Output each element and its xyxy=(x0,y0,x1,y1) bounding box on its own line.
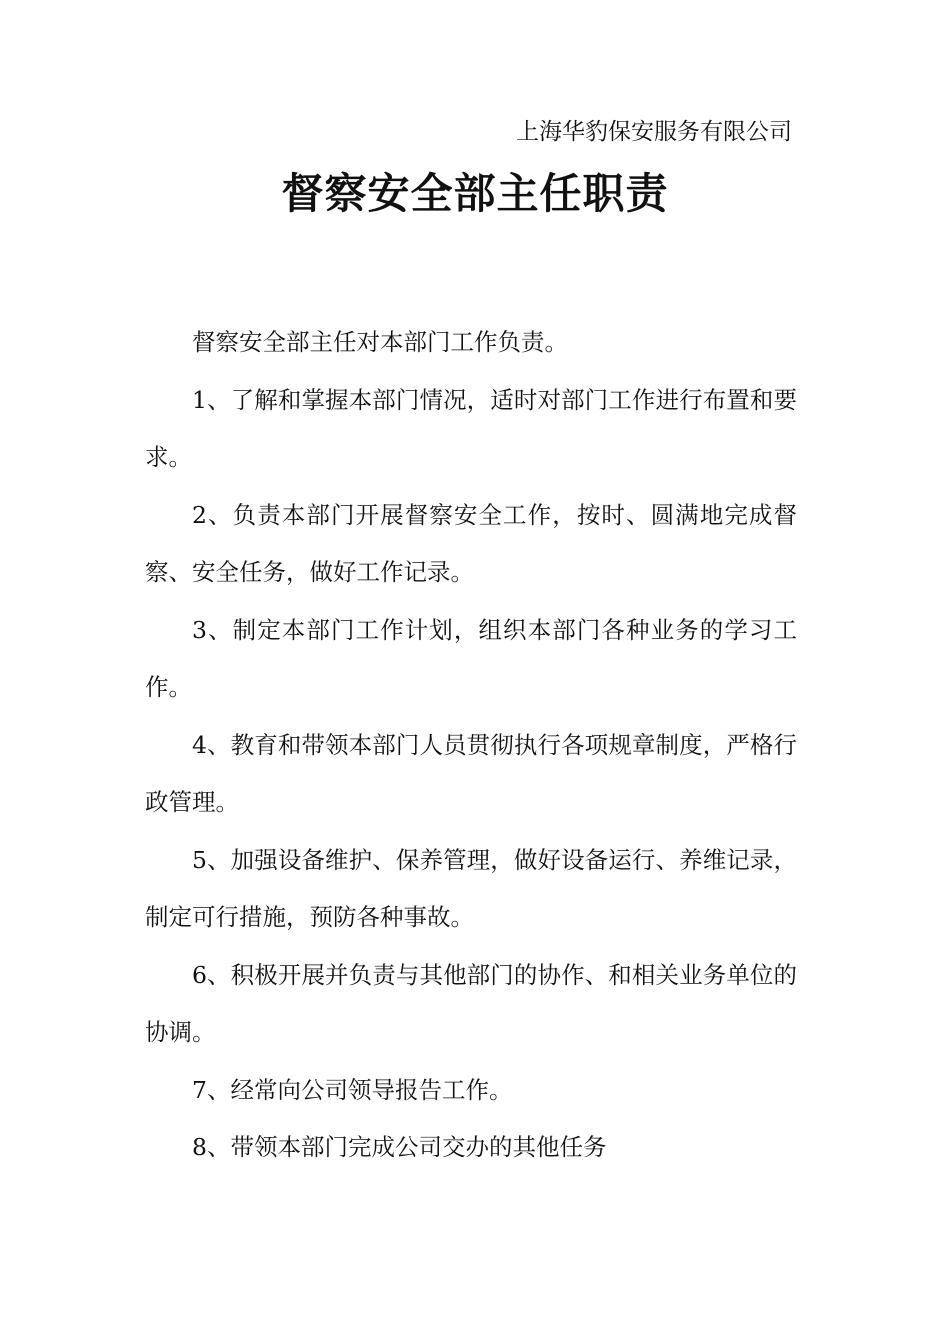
duty-item-6: 6、积极开展并负责与其他部门的协作、和相关业务单位的协调。 xyxy=(145,960,797,1046)
duty-item-5: 5、加强设备维护、保养管理，做好设备运行、养维记录，制定可行措施，预防各种事故。 xyxy=(145,845,797,931)
duty-item-7: 7、经常向公司领导报告工作。 xyxy=(192,1075,513,1104)
duty-item-4: 4、教育和带领本部门人员贯彻执行各项规章制度，严格行政管理。 xyxy=(145,730,797,816)
document-title: 督察安全部主任职责 xyxy=(281,169,669,218)
intro-paragraph: 督察安全部主任对本部门工作负责。 xyxy=(192,328,568,356)
company-name: 上海华豹保安服务有限公司 xyxy=(516,119,792,145)
duty-item-2: 2、负责本部门开展督察安全工作，按时、圆满地完成督察、安全任务，做好工作记录。 xyxy=(145,500,797,586)
duty-item-3: 3、制定本部门工作计划，组织本部门各种业务的学习工作。 xyxy=(145,615,797,701)
document-body xyxy=(145,314,797,1177)
duty-item-8: 8、带领本部门完成公司交办的其他任务 xyxy=(192,1133,607,1161)
duty-item-1: 1、了解和掌握本部门情况，适时对部门工作进行布置和要求。 xyxy=(145,385,797,471)
